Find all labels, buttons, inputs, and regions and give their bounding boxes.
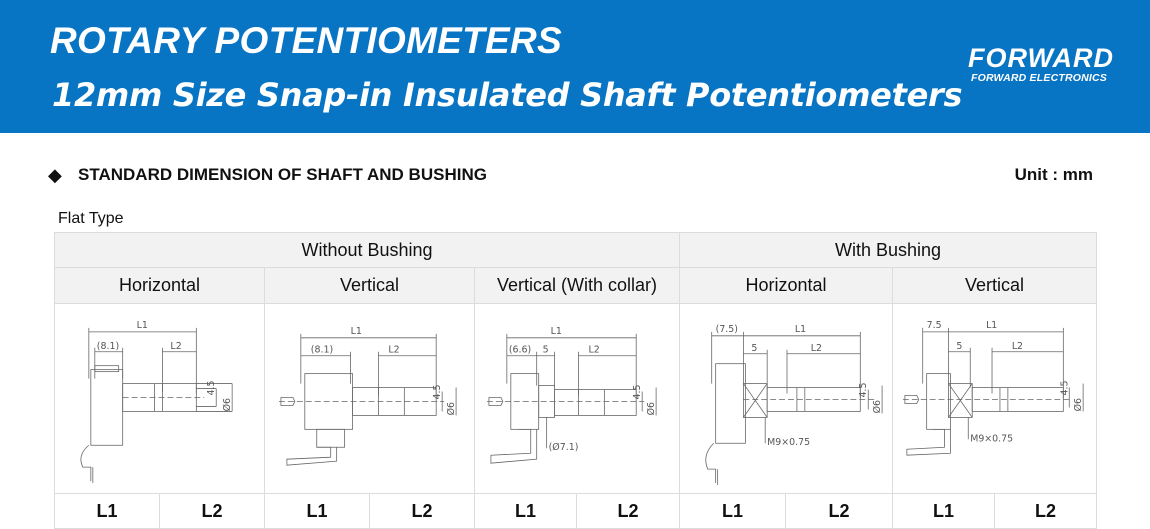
dimension-drawing — [265, 304, 474, 493]
group-without-bushing: Without Bushing — [54, 232, 680, 268]
brand-logo — [968, 43, 1114, 84]
dim-label: M9×0.75 — [767, 437, 811, 449]
dim-header-l1: L1 — [264, 493, 370, 529]
dimension-table — [54, 232, 1097, 529]
dim-label: L2 — [588, 344, 600, 356]
column-header: Vertical (With collar) — [474, 267, 680, 304]
dim-label: 5 — [751, 342, 758, 354]
dim-label: L2 — [170, 340, 182, 352]
column-header: Horizontal — [679, 267, 893, 304]
dimension-drawing — [55, 304, 264, 493]
dimension-drawing — [893, 304, 1096, 493]
dim-label: 4.5 — [432, 384, 444, 400]
dim-label: Ø6 — [1073, 398, 1085, 412]
dim-label: (6.6) — [508, 344, 532, 356]
logo-wordmark: FORWARD — [968, 43, 1114, 73]
drawing-horizontal-without-bushing — [54, 303, 265, 494]
page-title: ROTARY POTENTIOMETERS — [50, 20, 563, 61]
section-header — [48, 163, 1093, 187]
drawing-vertical-without-bushing — [264, 303, 475, 494]
dim-label: L2 — [810, 342, 822, 354]
dim-label: L1 — [794, 323, 807, 335]
dim-label: L1 — [350, 325, 362, 337]
dim-label: 7.5 — [926, 319, 942, 331]
drawing-horizontal-with-bushing — [679, 303, 893, 494]
dim-label: (Ø7.1) — [548, 442, 579, 454]
diamond-icon: ◆ — [48, 165, 62, 185]
dim-header-l1: L1 — [54, 493, 160, 529]
dim-label: 4.5 — [206, 380, 218, 396]
logo-tagline: FORWARD ELECTRONICS — [970, 72, 1108, 84]
dim-header-l2: L2 — [369, 493, 475, 529]
section-title: STANDARD DIMENSION OF SHAFT AND BUSHING — [78, 165, 487, 184]
dim-header-l1: L1 — [474, 493, 577, 529]
dim-label: Ø6 — [446, 401, 458, 416]
column-header: Vertical — [892, 267, 1097, 304]
dim-label: L2 — [1011, 340, 1024, 352]
drawing-vertical-with-collar — [474, 303, 680, 494]
dim-label: L1 — [986, 319, 998, 331]
dim-header-l2: L2 — [994, 493, 1097, 529]
dim-label: 4.5 — [632, 384, 644, 400]
dim-label: 5 — [542, 344, 549, 356]
dim-label: L1 — [136, 319, 148, 331]
group-with-bushing: With Bushing — [679, 232, 1097, 268]
dim-label: 5 — [956, 340, 963, 352]
dim-label: (7.5) — [715, 323, 738, 335]
unit-label: Unit : mm — [1014, 165, 1093, 184]
flat-type-label: Flat Type — [58, 210, 124, 227]
column-header: Vertical — [264, 267, 475, 304]
dimension-drawing — [475, 304, 679, 493]
dim-label: Ø6 — [222, 397, 234, 412]
dim-header-l2: L2 — [785, 493, 893, 529]
page-subtitle: 12mm Size Snap-in Insulated Shaft Potentiometers — [52, 76, 963, 114]
dim-label: Ø6 — [872, 399, 884, 414]
dim-header-l1: L1 — [892, 493, 995, 529]
header-banner — [0, 0, 1150, 133]
column-header: Horizontal — [54, 267, 265, 304]
dim-header-l2: L2 — [159, 493, 265, 529]
dim-label: L2 — [388, 344, 400, 356]
drawing-vertical-with-bushing — [892, 303, 1097, 494]
dim-label: 4.5 — [858, 382, 870, 398]
dimension-drawing — [680, 304, 892, 493]
dim-label: (8.1) — [96, 340, 120, 352]
dim-label: (8.1) — [310, 344, 334, 356]
dim-label: L1 — [550, 325, 562, 337]
dim-label: M9×0.75 — [970, 433, 1014, 445]
dim-header-l2: L2 — [576, 493, 680, 529]
dim-label: Ø6 — [646, 401, 658, 416]
dim-header-l1: L1 — [679, 493, 786, 529]
dim-label: 4.5 — [1059, 380, 1071, 396]
